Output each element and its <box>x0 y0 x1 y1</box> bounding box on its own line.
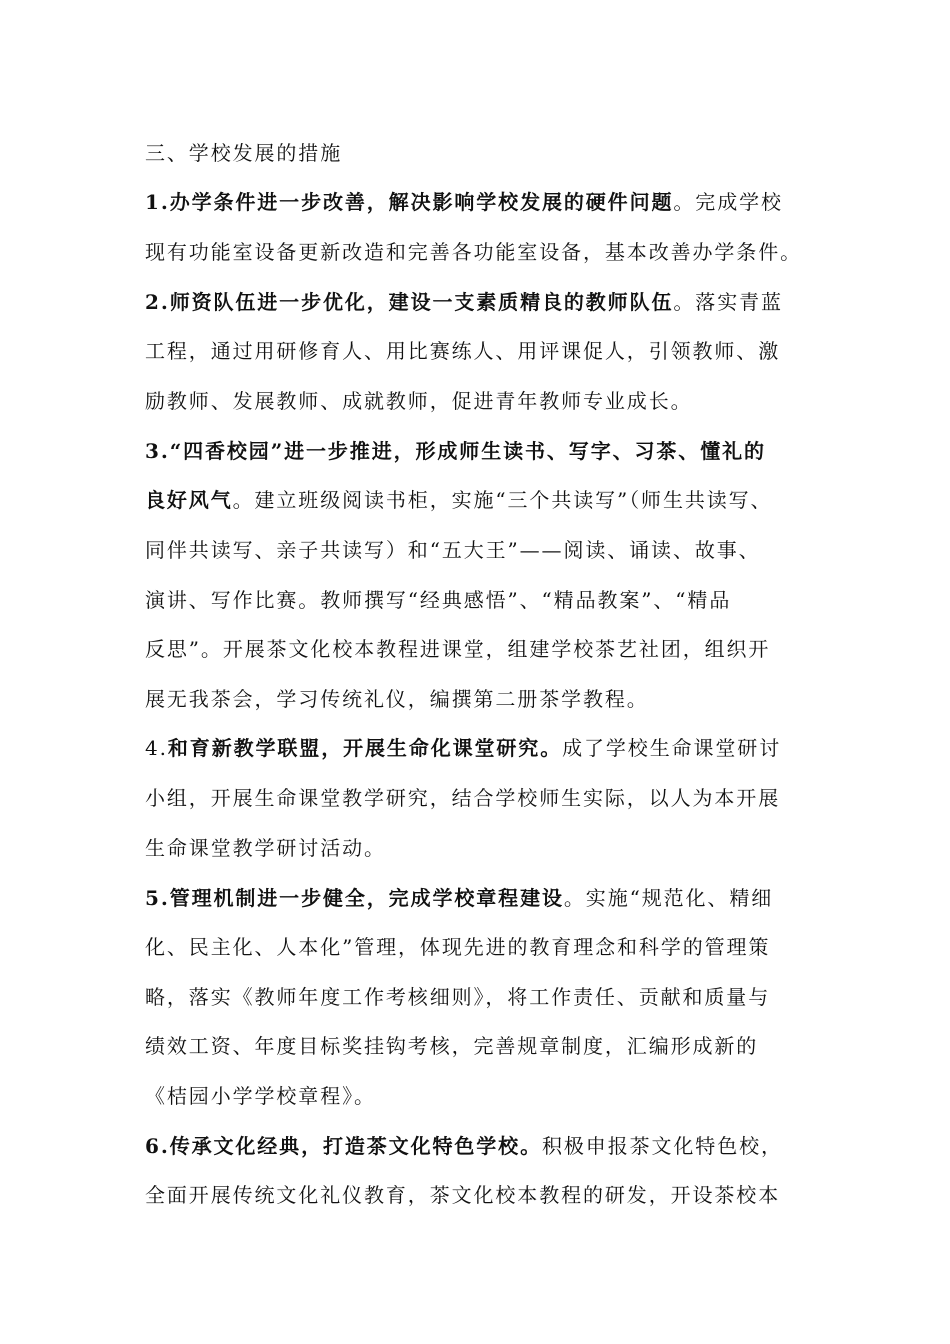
item-2-line: 励教师、发展教师、成就教师，促进青年教师专业成长。 <box>145 389 693 413</box>
item-5-text-start: 。实施“规范化、精细 <box>563 886 774 910</box>
item-4-line: 小组，开展生命课堂教学研究，结合学校师生实际，以人为本开展 <box>145 786 781 810</box>
item-3-number: 3. <box>145 439 170 463</box>
item-5-first-line <box>145 886 773 910</box>
item-3-line: 同伴共读写、亲子共读写）和“五大王”——阅读、诵读、故事、 <box>145 538 761 562</box>
item-2-line: 工程，通过用研修育人、用比赛练人、用评课促人，引领教师、激 <box>145 339 781 363</box>
item-3-first-line <box>145 439 766 463</box>
item-5-heading: 管理机制进一步健全，完成学校章程建设 <box>169 886 564 910</box>
item-6-first-line <box>145 1134 783 1158</box>
item-5-line: 化、民主化、人本化”管理，体现先进的教育理念和科学的管理策 <box>145 935 771 959</box>
item-4-number: 4. <box>145 736 168 760</box>
item-6-number: 6. <box>145 1134 170 1158</box>
item-1-text-start: 。完成学校 <box>673 190 783 214</box>
item-5-line: 绩效工资、年度目标奖挂钩考核，完善规章制度，汇编形成新的 <box>145 1034 759 1058</box>
item-4-first-line <box>145 736 781 760</box>
item-3-second-line <box>145 488 772 512</box>
item-3-heading-end: 良好风气 <box>145 488 233 512</box>
item-2-heading: 师资队伍进一步优化，建设一支素质精良的教师队伍 <box>169 290 674 314</box>
item-3-line: 反思”。开展茶文化校本教程进课堂，组建学校茶艺社团，组织开 <box>145 637 771 661</box>
item-5-line: 略，落实《教师年度工作考核细则》，将工作责任、贡献和质量与 <box>145 985 771 1009</box>
item-3-line: 展无我茶会，学习传统礼仪，编撰第二册茶学教程。 <box>145 687 649 711</box>
item-6-text-start: 积极申报茶文化特色校， <box>542 1134 783 1158</box>
item-4-text-start: 成了学校生命课堂研讨 <box>562 736 782 760</box>
item-6-line: 全面开展传统文化礼仪教育，茶文化校本教程的研发，开设茶校本 <box>145 1183 781 1207</box>
item-5-line: 《桔园小学学校章程》。 <box>145 1084 376 1108</box>
item-1-line: 现有功能室设备更新改造和完善各功能室设备，基本改善办学条件。 <box>145 240 802 264</box>
section-heading: 三、学校发展的措施 <box>145 141 343 165</box>
item-4-line: 生命课堂教学研讨活动。 <box>145 836 386 860</box>
item-2-number: 2. <box>145 290 170 314</box>
item-2-text-start: 。落实青蓝 <box>673 290 783 314</box>
item-3-text-start: 。建立班级阅读书柜，实施“三个共读写”（师生共读写、 <box>232 488 773 512</box>
item-2-first-line <box>145 290 783 314</box>
item-1-number: 1. <box>145 190 170 214</box>
item-3-heading: “四香校园”进一步推进，形成师生读书、写字、习茶、懂礼的 <box>169 439 766 463</box>
item-1-first-line <box>145 190 783 214</box>
item-1-heading: 办学条件进一步改善，解决影响学校发展的硬件问题 <box>169 190 674 214</box>
item-4-heading: 和育新教学联盟，开展生命化课堂研究。 <box>167 736 563 760</box>
item-6-heading: 传承文化经典，打造茶文化特色学校。 <box>169 1134 542 1158</box>
item-5-number: 5. <box>145 886 170 910</box>
item-3-line: 演讲、写作比赛。教师撰写“经典感悟”、“精品教案”、“精品 <box>145 588 732 612</box>
